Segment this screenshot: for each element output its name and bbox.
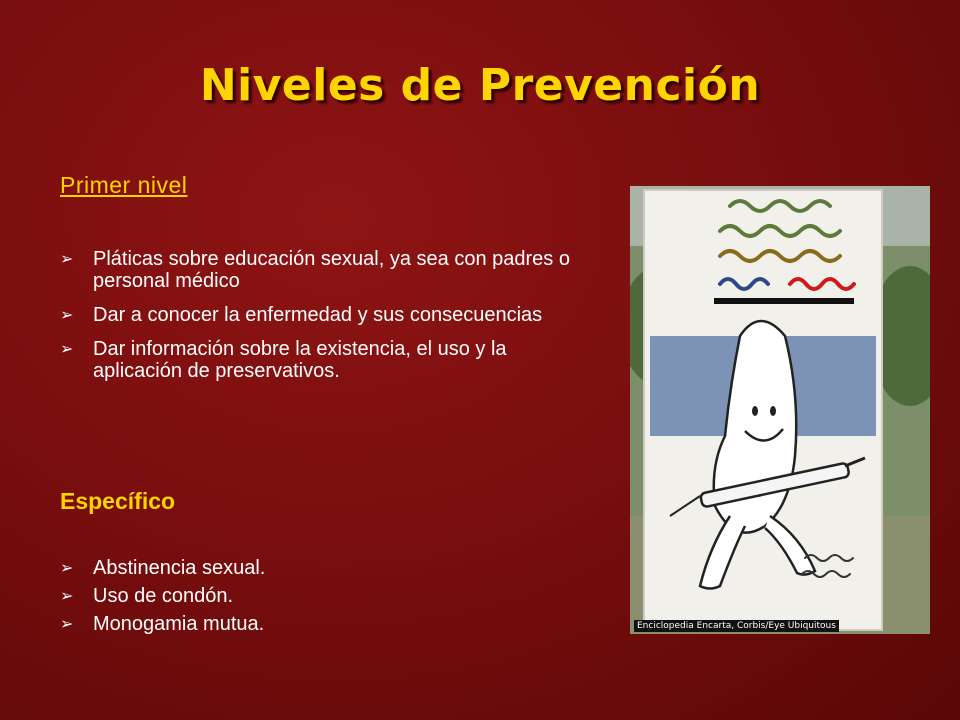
condom-poster-illustration	[630, 186, 930, 634]
image-caption: Enciclopedia Encarta, Corbis/Eye Ubiquitous	[634, 620, 839, 632]
condom-poster-photo	[630, 186, 930, 634]
list-item: ➢ Abstinencia sexual.	[60, 557, 266, 579]
especifico-heading: Específico	[60, 488, 176, 514]
arrow-bullet-icon: ➢	[60, 560, 74, 577]
arrow-bullet-icon: ➢	[60, 341, 74, 358]
arrow-bullet-icon: ➢	[60, 307, 74, 324]
primer-nivel-heading: Primer nivel	[60, 172, 188, 198]
list-item: ➢ Uso de condón.	[60, 585, 234, 607]
list-item: ➢ Dar información sobre la existencia, el uso y la aplicación de preservativos.	[60, 338, 507, 382]
list-item: ➢ Dar a conocer la enfermedad y sus consecuencias	[60, 304, 543, 326]
arrow-bullet-icon: ➢	[60, 588, 74, 605]
list-item: ➢ Pláticas sobre educación sexual, ya sea con padres o personal médico	[60, 248, 570, 292]
arrow-bullet-icon: ➢	[60, 251, 74, 268]
arrow-bullet-icon: ➢	[60, 616, 74, 633]
primer-nivel-list	[60, 248, 580, 394]
especifico-list	[60, 557, 580, 641]
list-item: ➢ Monogamia mutua.	[60, 613, 265, 635]
page-title: Niveles de Prevención	[199, 60, 761, 111]
